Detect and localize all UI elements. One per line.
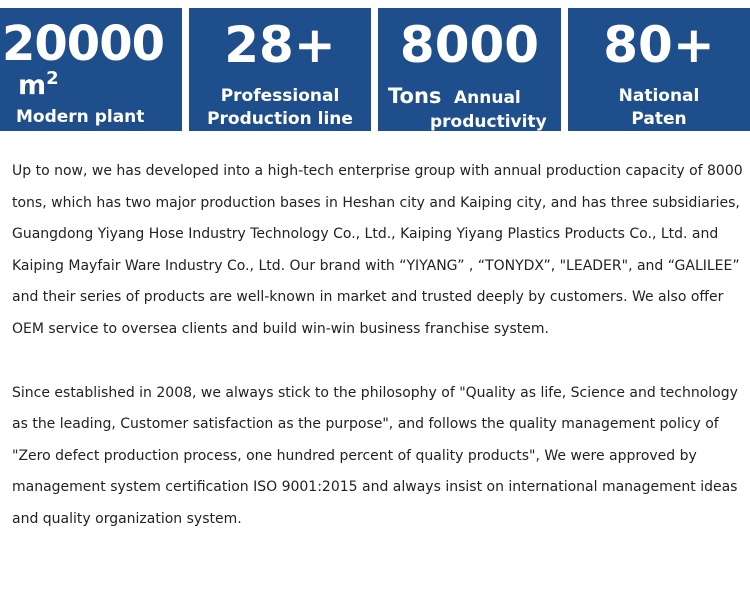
stat-number: 80+ <box>603 16 715 74</box>
stat-label-line1: National <box>618 86 700 106</box>
stat-unit-base: m <box>18 70 47 101</box>
paragraph-philosophy: Since established in 2008, we always stick to the philosophy of "Quality as life, Science and technology as the leading, Customer satisfaction as the purpose", and follows the quality management policy of "Zero defect production process, one hundred percent of quality products", We were approved by management system certification ISO 9001:2015 and always insist on international management ideas and quality organization system. <box>12 384 738 527</box>
stat-number: 20000 <box>2 16 164 72</box>
stat-label-line1: Annual <box>454 88 521 108</box>
company-description <box>12 156 746 536</box>
stat-number: 8000 <box>399 16 540 74</box>
stat-box-production-lines <box>189 8 371 131</box>
stat-unit <box>18 68 59 101</box>
stat-box-national-patents <box>568 8 750 131</box>
stat-label-line1: Professional <box>220 86 340 106</box>
stats-banner <box>0 8 750 131</box>
paragraph-overview: Up to now, we has developed into a high-tech enterprise group with annual production capacity of 8000 tons, which has two major production bases in Heshan city and Kaiping city, and has three subsidiaries, Guangdong Yiyang Hose Industry Technology Co., Ltd., Kaiping Yiyang Plastics Products Co., Ltd. and Kaiping Mayfair Ware Industry Co., Ltd. Our brand with “YIYANG” , “TONYDX”, "LEADER", and “GALILEE” and their series of products are well-known in market and trusted deeply by customers. We also offer OEM service to oversea clients and build win-win business franchise system. <box>12 163 743 337</box>
stat-label-line2: Production line <box>207 109 353 129</box>
stat-unit-superscript: 2 <box>46 68 59 89</box>
stat-label-line2: productivity <box>430 112 547 131</box>
stat-box-plant-area <box>0 8 182 131</box>
stat-label: Modern plant <box>16 107 145 127</box>
stat-label-line2: Paten <box>631 109 687 129</box>
stat-unit: Tons <box>388 84 442 108</box>
stat-number: 28+ <box>224 16 336 74</box>
stat-box-annual-productivity <box>378 8 561 131</box>
